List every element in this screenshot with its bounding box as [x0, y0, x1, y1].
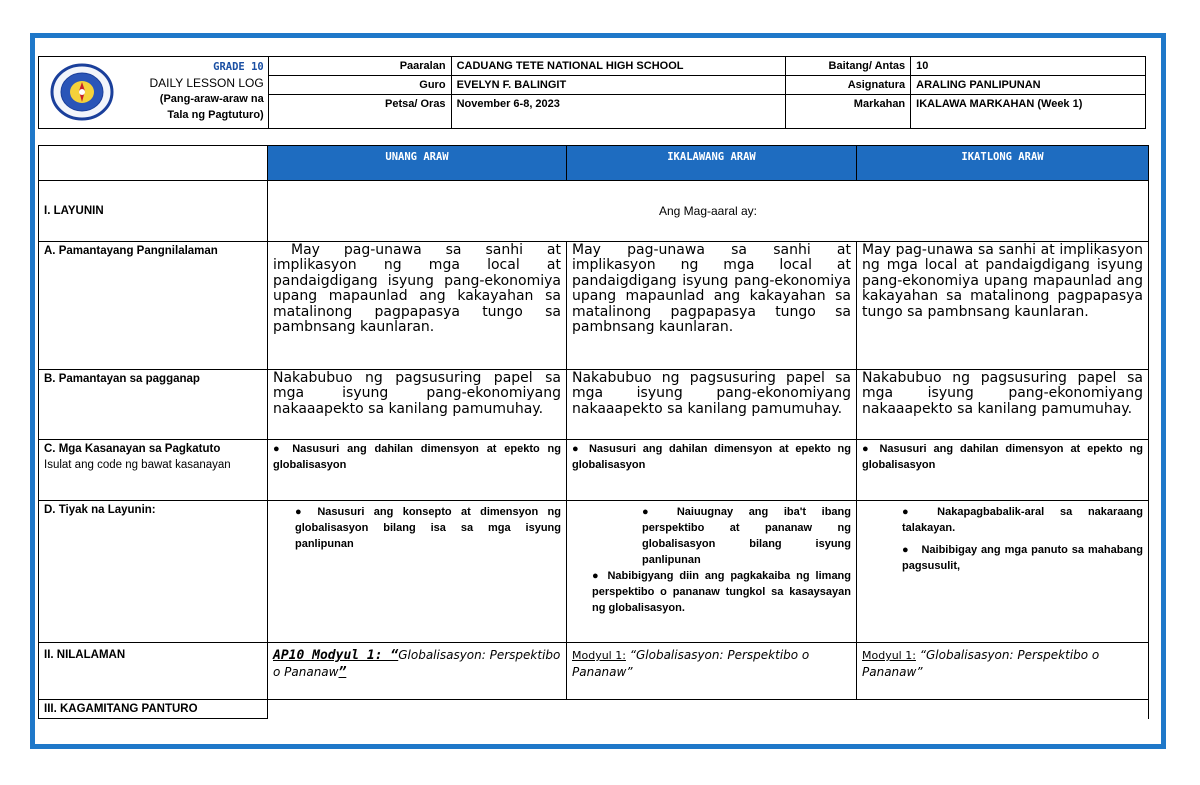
log-title: DAILY LESSON LOG [149, 76, 264, 90]
header-table [38, 56, 1146, 129]
kasanayan-day1 [268, 440, 567, 501]
row-label-tiyak: D. Tiyak na Layunin: [39, 501, 268, 643]
school-label: Paaralan [268, 57, 451, 76]
tiyak-day2-b: Nabibigyang diin ang pagkakaiba ng limang perspektibo o pananaw tungkol sa kasaysayan ng globalisasyon. [592, 570, 851, 614]
pamantayang-day3: May pag-unawa sa sanhi at implikasyon ng mga local at pandaigdigang isyung pang-ekonomiya upang mapaunlad ang kakayahan sa matalinong pagpapasya tungo sa pambnsang kaunlaran. [857, 242, 1149, 370]
tiyak-day3-a: Nakapagbabalik-aral sa nakaraang talakayan. [902, 506, 1143, 534]
quarter-label: Markahan [786, 95, 911, 129]
kagamitan-day2 [567, 700, 857, 719]
nilalaman-day3 [857, 643, 1149, 700]
bullet-icon: ● [592, 570, 602, 582]
kasanayan-day3 [857, 440, 1149, 501]
kasanayan-text-1: Nasusuri ang dahilan dimensyon at epekto ng globalisasyon [273, 443, 561, 471]
row-label-kasanayan [39, 440, 268, 501]
bullet-icon: ● [295, 506, 308, 518]
tiyak-day2 [567, 501, 857, 643]
corner-cell [39, 146, 268, 181]
kagamitan-day3 [857, 700, 1149, 719]
log-subtitle-1: (Pang-araw-araw na [159, 93, 264, 105]
bullet-icon: ● [273, 443, 285, 455]
teacher-label: Guro [268, 76, 451, 95]
day-header-2: IKALAWANG ARAW [567, 146, 857, 181]
kasanayan-label-2: Isulat ang code ng bawat kasanayan [44, 459, 231, 471]
row-label-kagamitan: III. KAGAMITANG PANTURO [39, 700, 268, 719]
pamantayang-day1: May pag-unawa sa sanhi at implikasyon ng mga local at pandaigdigang isyung pang-ekonomiya upang mapaunlad ang kakayahan sa matalinong pagpapasya tungo sa pambnsang kaunlaran. [268, 242, 567, 370]
nilalaman-title-1: Globalisasyon: Perspektibo o Pananaw [273, 648, 561, 679]
bullet-icon: ● [902, 506, 922, 518]
layunin-text: Ang Mag-aaral ay: [268, 181, 1149, 242]
row-label-nilalaman: II. NILALAMAN [39, 643, 268, 700]
date-label: Petsa/ Oras [268, 95, 451, 129]
bullet-icon: ● [902, 544, 910, 556]
log-subtitle-2: Tala ng Pagtuturo) [167, 109, 264, 121]
subject-label: Asignatura [786, 76, 911, 95]
bullet-icon: ● [642, 506, 662, 518]
modyul-label-3: Modyul 1: [862, 649, 916, 662]
kagamitan-day1 [268, 700, 567, 719]
grade-label: Baitang/ Antas [786, 57, 911, 76]
pagganap-day2: Nakabubuo ng pagsusuring papel sa mga isyung pang-ekonomiyang nakaaapekto sa kanilang pamumuhay. [567, 370, 857, 440]
nilalaman-close-1: ” [338, 665, 347, 680]
tiyak-day1 [268, 501, 567, 643]
row-label-layunin: I. LAYUNIN [39, 181, 268, 242]
bullet-icon: ● [572, 443, 583, 455]
tiyak-day2-a: Naiuugnay ang iba't ibang perspektibo at pananaw ng globalisasyon bilang isyung panlipunan [642, 506, 851, 566]
nilalaman-day1 [268, 643, 567, 700]
nilalaman-day2 [567, 643, 857, 700]
grade-value: 10 [911, 57, 1146, 76]
school-value: CADUANG TETE NATIONAL HIGH SCHOOL [451, 57, 786, 76]
deped-seal-icon [49, 63, 115, 121]
tiyak-day3-b: Naibibigay ang mga panuto sa mahabang pagsusulit, [902, 544, 1143, 572]
row-label-pamantayang: A. Pamantayang Pangnilalaman [39, 242, 268, 370]
day-header-3: IKATLONG ARAW [857, 146, 1149, 181]
day-header-1: UNANG ARAW [268, 146, 567, 181]
kasanayan-text-3: Nasusuri ang dahilan dimensyon at epekto ng globalisasyon [862, 443, 1143, 471]
kasanayan-label-1: C. Mga Kasanayan sa Pagkatuto [44, 443, 221, 455]
teacher-value: EVELYN F. BALINGIT [451, 76, 786, 95]
title-cell [39, 57, 269, 129]
lesson-table [38, 145, 1149, 719]
grade-title: GRADE 10 [213, 61, 264, 73]
row-label-pagganap: B. Pamantayan sa pagganap [39, 370, 268, 440]
pagganap-day3: Nakabubuo ng pagsusuring papel sa mga isyung pang-ekonomiyang nakaaapekto sa kanilang pamumuhay. [857, 370, 1149, 440]
quarter-value: IKALAWA MARKAHAN (Week 1) [911, 95, 1146, 129]
subject-value: ARALING PANLIPUNAN [911, 76, 1146, 95]
tiyak-day1-text: Nasusuri ang konsepto at dimensyon ng globalisasyon bilang isa sa mga isyung panlipunan [295, 506, 561, 550]
tiyak-day3 [857, 501, 1149, 643]
modyul-label-2: Modyul 1: [572, 649, 626, 662]
pamantayang-day2: May pag-unawa sa sanhi at implikasyon ng mga local at pandaigdigang isyung pang-ekonomiya upang mapaunlad ang kakayahan sa matalinong pagpapasya tungo sa pambnsang kaunlaran. [567, 242, 857, 370]
modyul-label-1: AP10 Modyul 1: “ [273, 648, 399, 663]
bullet-icon: ● [862, 443, 873, 455]
date-value: November 6-8, 2023 [451, 95, 786, 129]
nilalaman-title-2: “Globalisasyon: Perspektibo o Pananaw” [572, 648, 810, 679]
kasanayan-text-2: Nasusuri ang dahilan dimensyon at epekto ng globalisasyon [572, 443, 851, 471]
kasanayan-day2 [567, 440, 857, 501]
pagganap-day1: Nakabubuo ng pagsusuring papel sa mga isyung pang-ekonomiyang nakaaapekto sa kanilang pamumuhay. [268, 370, 567, 440]
nilalaman-title-3: “Globalisasyon: Perspektibo o Pananaw” [862, 648, 1100, 679]
